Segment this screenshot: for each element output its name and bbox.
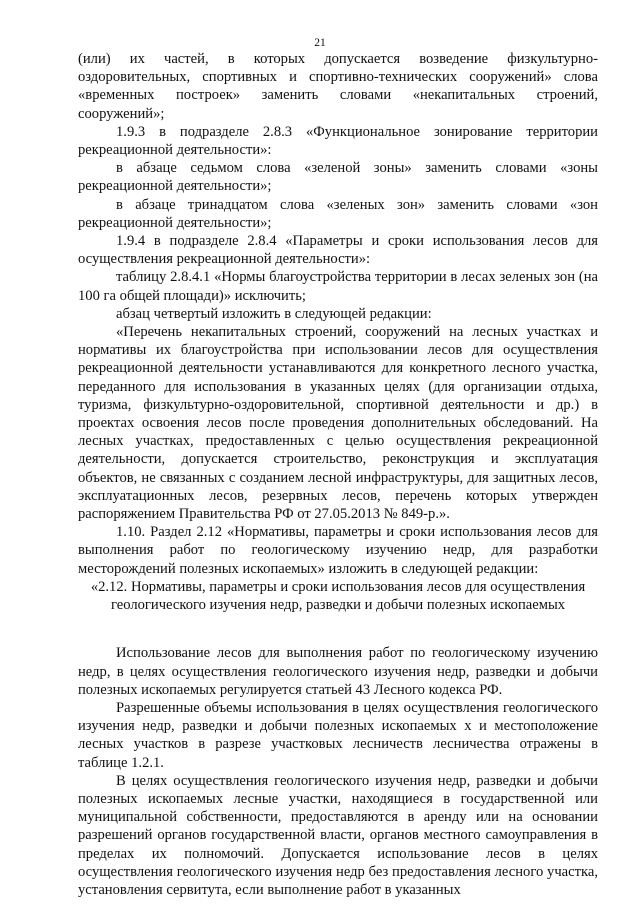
paragraph-quoted-list: «Перечень некапитальных строений, сооружений на лесных участках и нормативы их благоустройства при использовании лесов для осуществления рекреационной деятельности устанавливаются для конкретного лесного участка, переданного для использования в указанных целях (для организации отдыха, туризма, физкультурно-оздоровительной, спортивной деятельности и др.) в проектах освоения лесов после проведения дополнительных обследований. На лесных участках, предоставленных с целью осуществления рекреационной деятельности, допускается строительство, реконструкция и эксплуатация объектов, не связанных с созданием лесной инфраструктуры, для защитных лесов, эксплуатационных лесов, резервных лесов, перечень которых утвержден распоряжением Правительства РФ от 27.05.2013 № 849-р.». (78, 324, 598, 523)
paragraph-fourth-abzac: абзац четвертый изложить в следующей редакции: (116, 305, 432, 322)
paragraph-seventh-abzac: в абзаце седьмом слова «зеленой зоны» заменить словами «зоны рекреационной деятельности»; (78, 160, 598, 195)
paragraph-table-exclusion: таблицу 2.8.4.1 «Нормы благоустройства территории в лесах зеленых зон (на 100 га общей площади)» исключить; (78, 269, 598, 304)
paragraph-item-1-9-3: 1.9.3 в подразделе 2.8.3 «Функциональное зонирование территории рекреационной деятельности»: (78, 123, 598, 159)
document-body (78, 50, 598, 899)
page-number: 21 (314, 37, 326, 49)
paragraph-thirteenth-abzac: в абзаце тринадцатом слова «зеленых зон» заменить словами «зон рекреационной деятельности»; (78, 196, 598, 231)
paragraph-continuation: (или) их частей, в которых допускается возведение физкультурно-оздоровительных, спортивных и спортивно-технических сооружений» слова «временных построек» заменить словами «некапитальных строений, сооружений»; (78, 51, 598, 122)
paragraph-item-1-9-4: 1.9.4 в подразделе 2.8.4 «Параметры и сроки использования лесов для осуществления рекреационной деятельности»: (78, 233, 598, 268)
section-heading: «2.12. Нормативы, параметры и сроки использования лесов для осуществления геологического изучения недр, разведки и добычи полезных ископаемых (90, 578, 586, 614)
paragraph-item-1-10: 1.10. Раздел 2.12 «Нормативы, параметры и сроки использования лесов для выполнения работ по геологическому изучению недр, для разработки месторождений полезных ископаемых» изложить в следующей редакции: (78, 524, 598, 577)
section-paragraph-1: Использование лесов для выполнения работ по геологическому изучению недр, в целях осуществления геологического изучения недр, разведки и добычи полезных ископаемых регулируется статьей 43 Лесного кодекса РФ. (78, 645, 598, 698)
section-paragraph-3: В целях осуществления геологического изучения недр, разведки и добычи полезных ископаемых лесные участки, находящиеся в государственной или муниципальной собственности, предоставляются в аренду или на основании разрешений органов государственной власти, органов местного самоуправления в пределах их полномочий. Допускается использование лесов в целях осуществления геологического изучения недр без предоставления лесного участка, установления сервитута, если выполнение работ в указанных (78, 772, 598, 898)
section-spacer (78, 614, 598, 644)
section-paragraph-2: Разрешенные объемы использования в целях осуществления геологического изучения недр, разведки и добычи полезных ископаемых х и местоположение лесных участков в разрезе участковых лесничеств лесничества отражены в таблице 1.2.1. (78, 699, 598, 771)
